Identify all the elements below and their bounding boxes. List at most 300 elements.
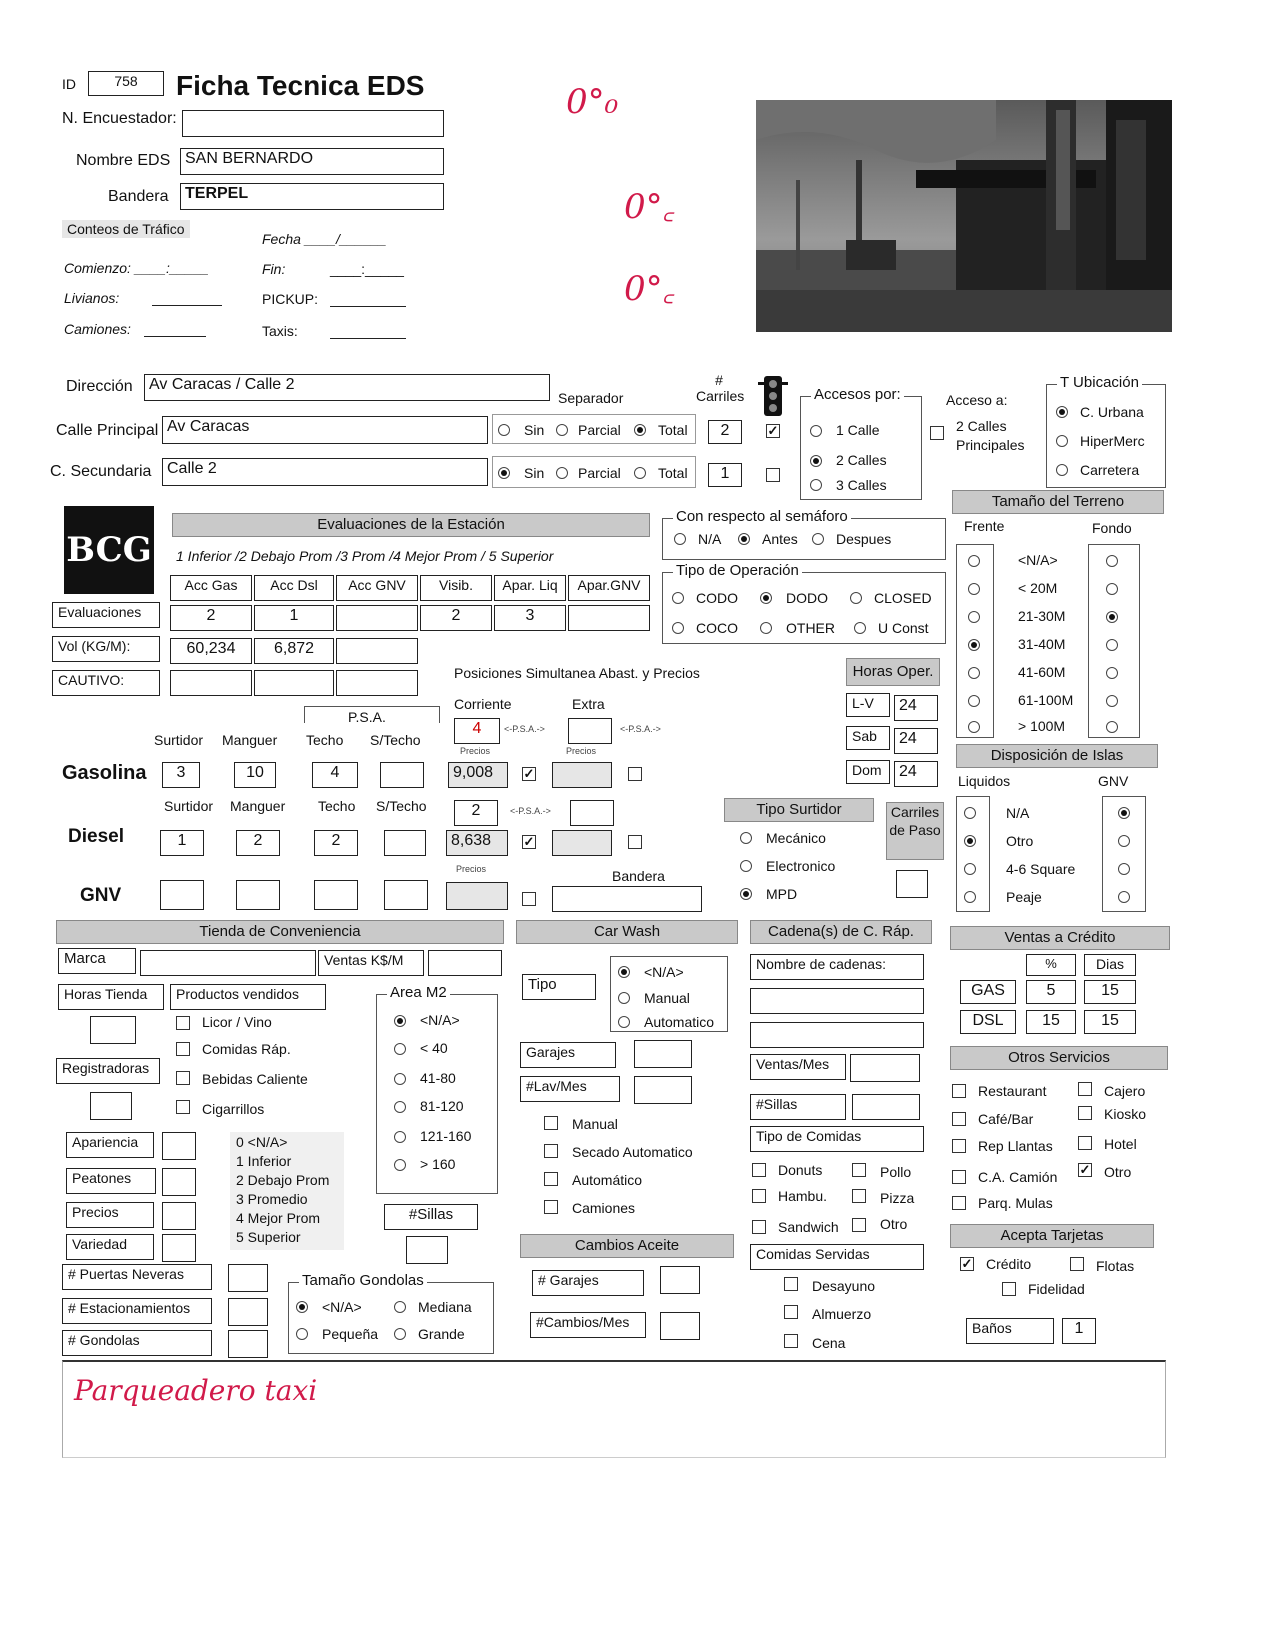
op-closed-radio[interactable]	[850, 592, 862, 604]
gas-corriente-precio-field[interactable]: 9,008	[448, 762, 508, 788]
calle-principal-label: Calle Principal	[56, 422, 159, 439]
sep-secundaria-total-radio[interactable]	[634, 467, 646, 479]
peatones-label: Peatones	[66, 1168, 156, 1194]
psa-arrow-1: <-P.S.A.->	[504, 724, 545, 734]
surtidor-electronico-label: Electronico	[766, 858, 836, 874]
livianos-label: Livianos:	[64, 290, 120, 306]
frente-radio-2[interactable]	[968, 611, 980, 623]
pollo-checkbox[interactable]	[852, 1163, 866, 1177]
marca-label: Marca	[58, 948, 136, 974]
frente-radio-6[interactable]	[968, 721, 980, 733]
evaluaciones-header: Evaluaciones de la Estación	[172, 513, 650, 537]
gas-techo-field[interactable]: 4	[312, 762, 358, 788]
diesel-techo-label: Techo	[318, 798, 356, 814]
camiones-field[interactable]	[144, 336, 206, 337]
diesel-precio-field[interactable]: 8,638	[446, 830, 508, 856]
nombre-eds-field[interactable]: SAN BERNARDO	[180, 148, 444, 175]
horas-tienda-field[interactable]	[90, 1016, 136, 1044]
accesos-3-label: 3 Calles	[836, 477, 887, 493]
eval-acc-dsl[interactable]: 1	[254, 605, 334, 631]
station-photo	[756, 100, 1172, 332]
credito-dsl-pct-field[interactable]: 15	[1026, 1010, 1076, 1034]
tipo-comidas-label: Tipo de Comidas	[750, 1126, 924, 1152]
gas-extra-precio-field[interactable]	[552, 762, 612, 788]
acceso-2calles-label: 2 Calles	[956, 418, 1007, 434]
diesel-manguer-label: Manguer	[230, 798, 286, 814]
ventas-label: Ventas K$/M	[318, 950, 424, 976]
cadenas-ventas-field[interactable]	[850, 1054, 920, 1082]
islas-row-label: Peaje	[1006, 889, 1042, 905]
sillas-field[interactable]	[406, 1236, 448, 1264]
cw-secado-label: Secado Automatico	[572, 1144, 693, 1160]
op-codo-label: CODO	[696, 590, 738, 606]
aceite-garajes-field[interactable]	[660, 1266, 700, 1294]
frente-radio-0[interactable]	[968, 555, 980, 567]
frente-radio-1[interactable]	[968, 583, 980, 595]
fondo-radio-6[interactable]	[1106, 721, 1118, 733]
op-other-radio[interactable]	[760, 622, 772, 634]
estacionamientos-label: # Estacionamientos	[62, 1298, 212, 1324]
cw-manual-checkbox[interactable]	[544, 1116, 558, 1130]
acceso-a-label: Acceso a:	[946, 392, 1008, 408]
registradoras-field[interactable]	[90, 1092, 132, 1120]
credito-pct-header: %	[1026, 954, 1076, 976]
ubicacion-title: T Ubicación	[1057, 374, 1142, 391]
cautivo-dsl[interactable]	[254, 670, 334, 696]
col-acc-dsl: Acc Dsl	[254, 575, 334, 601]
id-field[interactable]: 758	[88, 71, 164, 96]
precios-label: Precios	[66, 1202, 154, 1228]
cajero-label: Cajero	[1104, 1083, 1146, 1099]
aceite-garajes-label: # Garajes	[532, 1270, 644, 1296]
eval-acc-gas[interactable]: 2	[170, 605, 252, 631]
apariencia-field[interactable]	[162, 1132, 196, 1160]
bebidas-checkbox[interactable]	[176, 1071, 190, 1085]
semaforo-secundaria-checkbox[interactable]	[766, 468, 780, 482]
tarjeta-flotas-checkbox[interactable]	[1070, 1257, 1084, 1271]
variedad-field[interactable]	[162, 1234, 196, 1262]
cw-auto-checkbox[interactable]	[544, 1172, 558, 1186]
surtidor-label: Surtidor	[154, 732, 204, 748]
tienda-scale-item: 4 Mejor Prom	[236, 1210, 321, 1226]
islas-row-label: Otro	[1006, 833, 1034, 849]
cena-checkbox[interactable]	[784, 1334, 798, 1348]
ubicacion-hipermerc-label: HiperMerc	[1080, 433, 1145, 449]
gasolina-label: Gasolina	[62, 762, 147, 784]
bandera-field[interactable]: TERPEL	[180, 183, 444, 210]
lav-mes-field[interactable]	[634, 1076, 692, 1104]
area-option-label: < 40	[420, 1040, 448, 1056]
credito-gas-dias-field[interactable]: 15	[1084, 980, 1136, 1004]
diesel-manguer-field[interactable]: 2	[236, 830, 280, 856]
cw-camiones-label: Camiones	[572, 1200, 636, 1216]
direccion-label: Dirección	[66, 378, 133, 395]
surtidor-mpd-radio[interactable]	[740, 888, 752, 900]
tarjeta-credito-checkbox[interactable]: ✓	[961, 1256, 973, 1271]
sep-secundaria-parcial-radio[interactable]	[556, 467, 568, 479]
encuestador-field[interactable]	[182, 110, 444, 137]
comienzo-field[interactable]: Comienzo: ____:_____	[64, 260, 209, 276]
gas-corriente-checkbox[interactable]: ✓	[523, 766, 535, 781]
credito-gas-pct-field[interactable]: 5	[1026, 980, 1076, 1004]
cautivo-gnv[interactable]	[336, 670, 418, 696]
gas-extra-psa-field[interactable]	[568, 718, 612, 744]
op-dodo-label: DODO	[786, 590, 828, 606]
terreno-row-label: > 100M	[1018, 718, 1066, 734]
islas-gnv-label: GNV	[1098, 773, 1129, 789]
accesos-1-radio[interactable]	[810, 425, 822, 437]
sep-principal-total-radio[interactable]	[634, 424, 646, 436]
operacion-title: Tipo de Operación	[673, 562, 802, 579]
garajes-field[interactable]	[634, 1040, 692, 1068]
tienda-scale-item: 1 Inferior	[236, 1153, 292, 1169]
desayuno-label: Desayuno	[812, 1278, 876, 1294]
desayuno-checkbox[interactable]	[784, 1277, 798, 1291]
tipo-surtidor-header: Tipo Surtidor	[724, 798, 874, 822]
lav-mes-label: #Lav/Mes	[520, 1076, 620, 1102]
horas-dom-label: Dom	[846, 760, 890, 784]
camiones-label: Camiones:	[64, 321, 131, 337]
banos-field[interactable]: 1	[1062, 1318, 1096, 1344]
cadenas-ventas-label: Ventas/Mes	[750, 1054, 846, 1080]
marca-field[interactable]	[140, 950, 316, 976]
restaurant-checkbox[interactable]	[952, 1084, 966, 1098]
area-radio-0[interactable]	[394, 1015, 406, 1027]
accesos-2-radio[interactable]	[810, 455, 822, 467]
horas-sab-label: Sab	[846, 726, 890, 750]
credito-dsl-dias-field[interactable]: 15	[1084, 1010, 1136, 1034]
diesel-psa-field[interactable]: 2	[454, 800, 498, 826]
bebidas-label: Bebidas Caliente	[202, 1071, 308, 1087]
carwash-manual-label: Manual	[644, 990, 690, 1006]
area-radio-5[interactable]	[394, 1159, 406, 1171]
mulas-label: Parq. Mulas	[978, 1195, 1053, 1211]
calle-secundaria-field[interactable]: Calle 2	[162, 458, 488, 486]
page-title: Ficha Tecnica EDS	[176, 70, 425, 101]
cadenas-nombre-field-2[interactable]	[750, 1022, 924, 1048]
otro-comida-checkbox[interactable]	[852, 1218, 866, 1232]
col-acc-gas: Acc Gas	[170, 575, 252, 601]
col-visib: Visib.	[420, 575, 492, 601]
gondola-na-radio[interactable]	[296, 1301, 308, 1313]
aceite-header: Cambios Aceite	[520, 1234, 734, 1258]
precios-label-3: Precios	[456, 864, 487, 874]
diesel-surtidor-label: Surtidor	[164, 798, 214, 814]
semaforo-despues-radio[interactable]	[812, 533, 824, 545]
tam-gondolas-title: Tamaño Gondolas	[299, 1272, 427, 1289]
frente-radio-5[interactable]	[968, 695, 980, 707]
islas-liq-radio-2[interactable]	[964, 863, 976, 875]
vol-dsl[interactable]: 6,872	[254, 638, 334, 664]
tarjeta-credito-label: Crédito	[986, 1256, 1032, 1272]
tarjeta-flotas-label: Flotas	[1096, 1258, 1135, 1274]
frente-radio-3[interactable]	[968, 639, 980, 651]
gondolas-label: # Gondolas	[62, 1330, 212, 1356]
pizza-label: Pizza	[880, 1190, 915, 1206]
semaforo-antes-radio[interactable]	[738, 533, 750, 545]
eval-apar-liq[interactable]: 3	[494, 605, 566, 631]
llantas-checkbox[interactable]	[952, 1139, 966, 1153]
surtidor-mecanico-radio[interactable]	[740, 832, 752, 844]
cadenas-sillas-label: #Sillas	[750, 1094, 846, 1120]
pollo-label: Pollo	[880, 1164, 912, 1180]
ubicacion-urbana-label: C. Urbana	[1080, 404, 1144, 420]
licor-checkbox[interactable]	[176, 1016, 190, 1030]
area-option-label: 41-80	[420, 1070, 456, 1086]
otro-servicio-checkbox[interactable]: ✓	[1079, 1162, 1091, 1177]
islas-liq-radio-3[interactable]	[964, 891, 976, 903]
almuerzo-checkbox[interactable]	[784, 1305, 798, 1319]
area-radio-4[interactable]	[394, 1131, 406, 1143]
gnv-checkbox[interactable]	[522, 892, 536, 906]
tienda-header: Tienda de Conveniencia	[56, 920, 504, 944]
frente-radio-4[interactable]	[968, 667, 980, 679]
area-option-label: 121-160	[420, 1128, 472, 1144]
peatones-field[interactable]	[162, 1168, 196, 1196]
carriles-secundaria-field[interactable]: 1	[708, 463, 742, 487]
gondola-pequena-label: Pequeña	[322, 1326, 379, 1342]
accesos-3-radio[interactable]	[810, 479, 822, 491]
kiosko-checkbox[interactable]	[1078, 1106, 1092, 1120]
diesel-checkbox[interactable]: ✓	[523, 834, 535, 849]
camion-label: C.A. Camión	[978, 1169, 1058, 1185]
horas-sab-field[interactable]: 24	[894, 728, 938, 754]
hotel-label: Hotel	[1104, 1136, 1137, 1152]
semaforo-principal-checkbox[interactable]: ✓	[767, 423, 779, 438]
diesel-stecho-label: S/Techo	[376, 798, 427, 814]
islas-gnv-radio-0[interactable]	[1118, 807, 1130, 819]
diesel-extra-precio-field[interactable]	[552, 830, 612, 856]
tienda-scale-item: 2 Debajo Prom	[236, 1172, 330, 1188]
terreno-row-label: 31-40M	[1018, 636, 1066, 652]
diesel-extra-psa-field[interactable]	[570, 800, 614, 826]
carriles-principal-field[interactable]: 2	[708, 420, 742, 444]
tarjeta-fidelidad-label: Fidelidad	[1028, 1281, 1085, 1297]
gnv-techo-field[interactable]	[314, 880, 358, 910]
gondola-grande-label: Grande	[418, 1326, 465, 1342]
cadenas-nombre-field-1[interactable]	[750, 988, 924, 1014]
islas-row-label: N/A	[1006, 805, 1030, 821]
acceso-2calles-checkbox[interactable]	[930, 426, 944, 440]
terreno-row-label: 41-60M	[1018, 664, 1066, 680]
op-codo-radio[interactable]	[672, 592, 684, 604]
bandera-label: Bandera	[108, 188, 169, 205]
semaforo-na-radio[interactable]	[674, 533, 686, 545]
id-label: ID	[62, 76, 76, 92]
carriles-paso-field[interactable]	[896, 870, 928, 898]
puertas-field[interactable]	[228, 1264, 268, 1292]
op-closed-label: CLOSED	[874, 590, 932, 606]
fondo-radio-2[interactable]	[1106, 611, 1118, 623]
cigarrillos-label: Cigarrillos	[202, 1101, 265, 1117]
tienda-scale-item: 3 Promedio	[236, 1191, 308, 1207]
fecha-field[interactable]: Fecha ____/______	[262, 231, 387, 247]
islas-gnv-radio-2[interactable]	[1118, 863, 1130, 875]
aceite-cambios-label: #Cambios/Mes	[530, 1312, 646, 1338]
op-coco-radio[interactable]	[672, 622, 684, 634]
islas-liq-radio-1[interactable]	[964, 835, 976, 847]
diesel-techo-field[interactable]: 2	[314, 830, 358, 856]
hambu-label: Hambu.	[778, 1188, 828, 1204]
diesel-stecho-field[interactable]	[384, 830, 426, 856]
eval-apar-gnv[interactable]	[568, 605, 650, 631]
acceso-principales-label: Principales	[956, 437, 1025, 453]
gondola-mediana-radio[interactable]	[394, 1301, 406, 1313]
extra-label: Extra	[572, 696, 605, 712]
direccion-field[interactable]: Av Caracas / Calle 2	[144, 374, 550, 401]
donuts-label: Donuts	[778, 1162, 823, 1178]
eval-acc-gnv[interactable]	[336, 605, 418, 631]
aceite-cambios-field[interactable]	[660, 1312, 700, 1340]
fin-field[interactable]: ____:_____	[330, 261, 404, 277]
gnv-label: GNV	[80, 885, 122, 906]
eval-visib[interactable]: 2	[420, 605, 492, 631]
bcg-logo: BCG	[64, 506, 154, 594]
op-uconst-radio[interactable]	[854, 622, 866, 634]
gnv-surtidor-field[interactable]	[160, 880, 204, 910]
pickup-field[interactable]	[330, 306, 406, 307]
gas-stecho-field[interactable]	[380, 762, 424, 788]
cw-secado-checkbox[interactable]	[544, 1144, 558, 1158]
credito-header: Ventas a Crédito	[950, 926, 1170, 950]
fondo-label: Fondo	[1092, 520, 1132, 536]
sandwich-checkbox[interactable]	[752, 1220, 766, 1234]
credito-dias-header: Dias	[1084, 954, 1136, 976]
pickup-label: PICKUP:	[262, 291, 319, 307]
islas-liq-radio-0[interactable]	[964, 807, 976, 819]
bandera-col-label: Bandera	[612, 868, 665, 884]
carwash-manual-radio[interactable]	[618, 992, 630, 1004]
productos-label: Productos vendidos	[170, 984, 326, 1010]
gas-surtidor-field[interactable]: 3	[162, 762, 200, 788]
carwash-na-radio[interactable]	[618, 966, 630, 978]
sep-sin-label: Sin	[524, 422, 545, 438]
area-radio-3[interactable]	[394, 1101, 406, 1113]
cadenas-nombre-label: Nombre de cadenas:	[750, 954, 924, 980]
semaforo-despues-label: Despues	[836, 531, 892, 547]
handwritten-note-1: 0°₀	[566, 82, 619, 122]
gas-corriente-psa-field[interactable]: 4	[454, 718, 500, 744]
surtidor-electronico-radio[interactable]	[740, 860, 752, 872]
gnv-precio-field[interactable]	[446, 882, 508, 910]
cajero-checkbox[interactable]	[1078, 1082, 1092, 1096]
gnv-stecho-field[interactable]	[384, 880, 428, 910]
cadenas-header: Cadena(s) de C. Ráp.	[750, 920, 932, 944]
islas-gnv-radio-3[interactable]	[1118, 891, 1130, 903]
cautivo-gas[interactable]	[170, 670, 252, 696]
donuts-checkbox[interactable]	[752, 1163, 766, 1177]
gondola-mediana-label: Mediana	[418, 1299, 472, 1315]
psa-arrow-3: <-P.S.A.->	[510, 806, 551, 816]
fondo-radio-5[interactable]	[1106, 695, 1118, 707]
camion-checkbox[interactable]	[952, 1170, 966, 1184]
hotel-checkbox[interactable]	[1078, 1136, 1092, 1150]
llantas-label: Rep Llantas	[978, 1138, 1053, 1154]
evaluaciones-scale: 1 Inferior /2 Debajo Prom /3 Prom /4 Mejor Prom / 5 Superior	[176, 548, 554, 564]
gondola-grande-radio[interactable]	[394, 1328, 406, 1340]
vol-gas[interactable]: 60,234	[170, 638, 252, 664]
sep-secundaria-sin-radio[interactable]	[498, 467, 510, 479]
taxis-field[interactable]	[330, 338, 406, 339]
carwash-auto-radio[interactable]	[618, 1016, 630, 1028]
ubicacion-hipermerc-radio[interactable]	[1056, 435, 1068, 447]
otro-comida-label: Otro	[880, 1216, 908, 1232]
gas-extra-checkbox[interactable]	[628, 767, 642, 781]
tarjeta-fidelidad-checkbox[interactable]	[1002, 1282, 1016, 1296]
cw-camiones-checkbox[interactable]	[544, 1200, 558, 1214]
vol-gnv[interactable]	[336, 638, 418, 664]
gondolas-field[interactable]	[228, 1330, 268, 1358]
sep-parcial-label: Parcial	[578, 422, 621, 438]
cigarrillos-checkbox[interactable]	[176, 1100, 190, 1114]
handwritten-note-3: 0°꜀	[624, 269, 675, 309]
ventas-field[interactable]	[428, 950, 502, 976]
sep-parcial-label-2: Parcial	[578, 465, 621, 481]
fondo-radio-0[interactable]	[1106, 555, 1118, 567]
precios-field[interactable]	[162, 1202, 196, 1230]
horas-header: Horas Oper.	[846, 658, 940, 686]
op-dodo-radio[interactable]	[760, 592, 772, 604]
gas-manguer-field[interactable]: 10	[234, 762, 276, 788]
area-radio-1[interactable]	[394, 1043, 406, 1055]
livianos-field[interactable]	[152, 305, 222, 306]
row-vol-label: Vol (KG/M):	[52, 636, 160, 662]
islas-header: Disposición de Islas	[956, 744, 1158, 768]
gondola-na-label: <N/A>	[322, 1299, 362, 1315]
area-option-label: <N/A>	[420, 1012, 460, 1028]
mulas-checkbox[interactable]	[952, 1196, 966, 1210]
hambu-checkbox[interactable]	[752, 1189, 766, 1203]
diesel-label: Diesel	[68, 826, 124, 847]
posiciones-title: Posiciones Simultanea Abast. y Precios	[454, 665, 700, 681]
pizza-checkbox[interactable]	[852, 1189, 866, 1203]
gnv-bandera-field[interactable]	[552, 886, 702, 912]
islas-gnv-radio-1[interactable]	[1118, 835, 1130, 847]
fondo-radio-1[interactable]	[1106, 583, 1118, 595]
fondo-radio-4[interactable]	[1106, 667, 1118, 679]
comidas-checkbox[interactable]	[176, 1042, 190, 1056]
ubicacion-urbana-radio[interactable]	[1056, 406, 1068, 418]
surtidor-mecanico-label: Mecánico	[766, 830, 826, 846]
gnv-manguer-field[interactable]	[236, 880, 280, 910]
sep-principal-parcial-radio[interactable]	[556, 424, 568, 436]
horas-dom-field[interactable]: 24	[894, 761, 938, 787]
islas-liquidos-label: Liquidos	[958, 773, 1011, 789]
nombre-eds-label: Nombre EDS	[76, 152, 171, 169]
cafe-checkbox[interactable]	[952, 1112, 966, 1126]
sep-principal-sin-radio[interactable]	[498, 424, 510, 436]
terreno-row-label: <N/A>	[1018, 552, 1058, 568]
diesel-extra-checkbox[interactable]	[628, 835, 642, 849]
area-radio-2[interactable]	[394, 1073, 406, 1085]
area-option-label: > 160	[420, 1156, 456, 1172]
calle-principal-field[interactable]: Av Caracas	[162, 416, 488, 444]
credito-gas-label: GAS	[960, 980, 1016, 1004]
gondola-pequena-radio[interactable]	[296, 1328, 308, 1340]
fondo-radio-3[interactable]	[1106, 639, 1118, 651]
terreno-row-label: < 20M	[1018, 580, 1058, 596]
col-apar-liq: Apar. Liq	[494, 575, 566, 601]
handwritten-bottom-note: Parqueadero taxi	[74, 1374, 318, 1407]
cadenas-sillas-field[interactable]	[852, 1094, 920, 1120]
diesel-surtidor-field[interactable]: 1	[160, 830, 204, 856]
horas-lv-field[interactable]: 24	[894, 695, 938, 721]
sep-sin-label-2: Sin	[524, 465, 545, 481]
taxis-label: Taxis:	[262, 323, 298, 339]
estacionamientos-field[interactable]	[228, 1298, 268, 1326]
row-cautivo-label: CAUTIVO:	[52, 670, 160, 696]
ubicacion-carretera-radio[interactable]	[1056, 464, 1068, 476]
